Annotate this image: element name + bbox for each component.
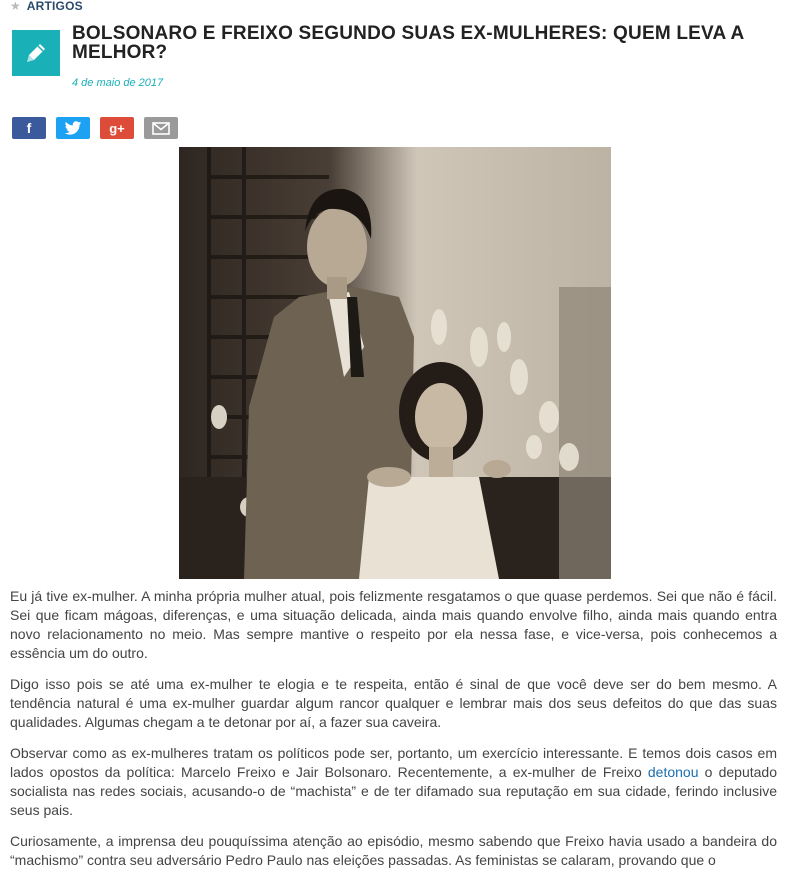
twitter-icon <box>64 121 82 136</box>
share-bar <box>12 117 178 139</box>
googleplus-share-button[interactable] <box>100 117 134 139</box>
paragraph-text: o deputado socialista nas redes sociais, acusando-o de “machista” e de ter difamado sua reputação em sua cidade, ferindo inclusive seus pais. <box>10 764 777 818</box>
post-title: BOLSONARO E FREIXO SEGUNDO SUAS EX-MULHERES: QUEM LEVA A MELHOR? <box>72 23 744 63</box>
pencil-icon <box>12 30 60 76</box>
twitter-share-button[interactable] <box>56 117 90 139</box>
star-icon: ★ <box>10 0 21 13</box>
article-paragraph: Eu já tive ex-mulher. A minha própria mulher atual, pois felizmente resgatamos o que quase perdemos. Sei que não é fácil. Sei que ficam mágoas, diferenças, e uma situação delicada, ainda mais quando envolve filho, ainda mais quando entra novo relacionamento no meio. Mas sempre mantive o respeito por ela nessa fase, e vice-versa, pois conhecemos a essência um do outro. <box>10 588 777 661</box>
paragraph-text: Observar como as ex-mulheres tratam os políticos pode ser, portanto, um exercício interessante. E temos dois casos em lados opostos da política: Marcelo Freixo e Jair Bolsonaro. Recentemente, a ex-mulher de Freixo <box>10 745 777 780</box>
article-paragraph: Digo isso pois se até uma ex-mulher te elogia e te respeita, então é sinal de que você deve ser do bem mesmo. A tendência natural é uma ex-mulher guardar algum rancor qualquer e lembrar mais dos seus defeitos do que das suas qualidades. Algumas chegam a te detonar por aí, a fazer sua caveira. <box>10 676 777 730</box>
category-link[interactable]: ARTIGOS <box>26 0 83 13</box>
envelope-icon <box>152 122 170 135</box>
detonou-link[interactable]: detonou <box>647 764 699 780</box>
googleplus-icon: g+ <box>109 120 125 136</box>
post-date: 4 de maio de 2017 <box>72 77 164 89</box>
breadcrumb <box>10 0 83 13</box>
article-paragraph: Curiosamente, a imprensa deu pouquíssima atenção ao episódio, mesmo sabendo que Freixo havia usado a bandeira do “machismo” contra seu adversário Pedro Paulo nas eleições passadas. As feministas se calaram, provando que o <box>10 833 777 868</box>
facebook-icon: f <box>26 120 32 136</box>
article-body <box>10 587 777 882</box>
article-photo <box>179 147 611 579</box>
email-share-button[interactable] <box>144 117 178 139</box>
article-paragraph <box>10 744 777 820</box>
facebook-share-button[interactable] <box>12 117 46 139</box>
